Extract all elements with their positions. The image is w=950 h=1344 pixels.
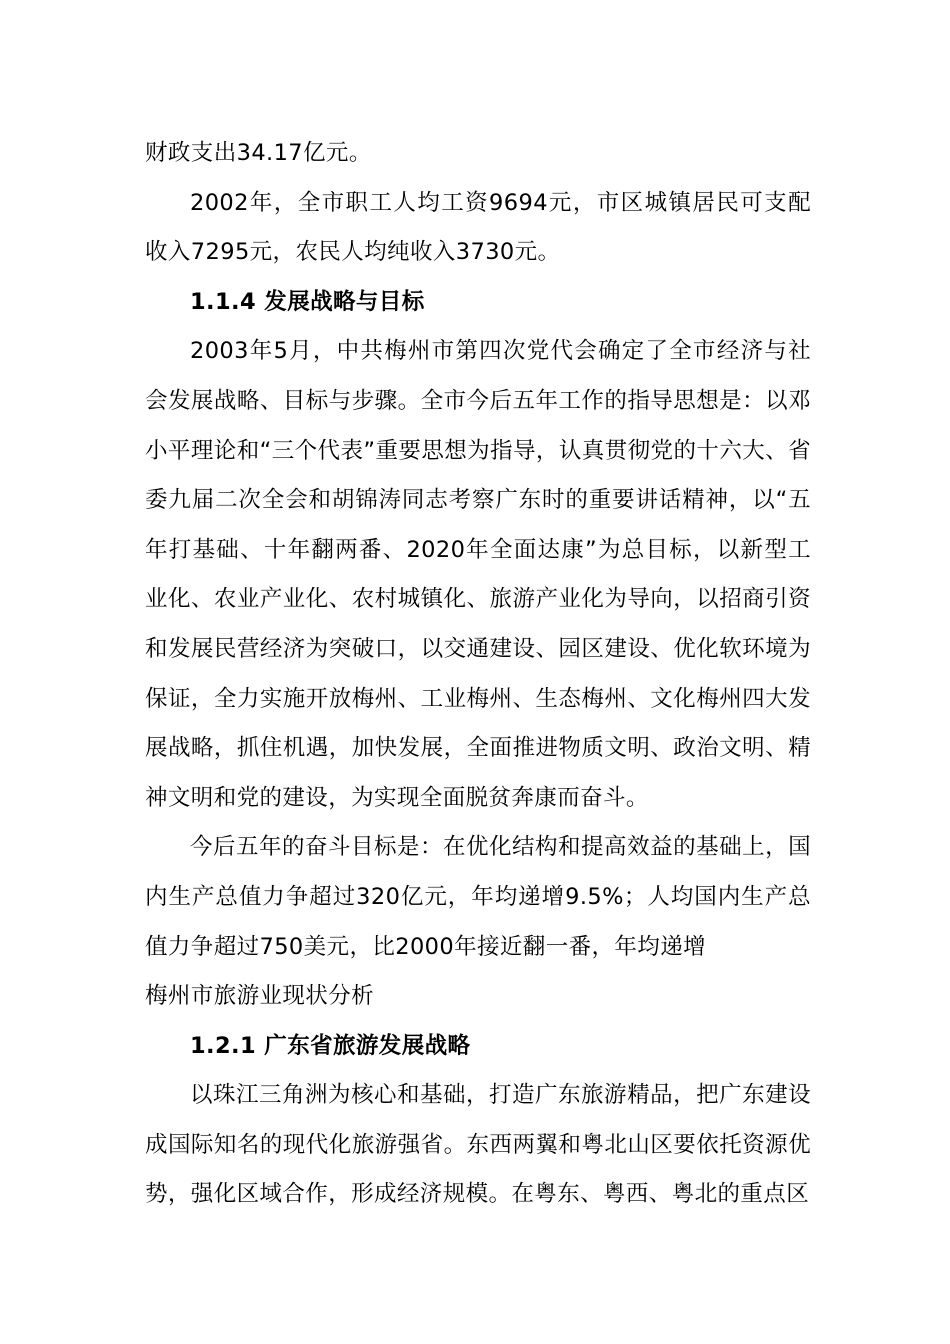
paragraph-development-strategy: 2003年5月，中共梅州市第四次党代会确定了全市经济与社会发展战略、目标与步骤。全市今后五年工作的指导思想是：以邓小平理论和“三个代表”重要思想为指导，认真贯彻党的十六大、省委九届二次全会和胡锦涛同志考察广东时的重要讲话精神，以“五年打基础、十年翻两番、2020年全面达康”为总目标，以新型工业化、农业产业化、农村城镇化、旅游产业化为导向，以招商引资和发展民营经济为突破口，以交通建设、园区建设、优化软环境为保证，全力实施开放梅州、工业梅州、生态梅州、文化梅州四大发展战略，抓住机遇，加快发展，全面推进物质文明、政治文明、精神文明和党的建设，为实现全面脱贫奔康而奋斗。 <box>145 338 811 811</box>
document-body <box>145 129 811 1220</box>
section-heading-1-1-4: 1.1.4 发展战略与目标 <box>190 288 425 315</box>
paragraph-five-year-goals: 今后五年的奋斗目标是：在优化结构和提高效益的基础上，国内生产总值力争超过320亿元，年均递增9.5%；人均国内生产总值力争超过750美元，比2000年接近翻一番，年均递增 <box>145 834 811 960</box>
paragraph-income-2002: 2002年，全市职工人均工资9694元，市区城镇居民可支配收入7295元，农民人均纯收入3730元。 <box>145 189 811 266</box>
section-heading-1-2-1: 1.2.1 广东省旅游发展战略 <box>190 1032 471 1059</box>
paragraph-guangdong-tourism: 以珠江三角洲为核心和基础，打造广东旅游精品，把广东建设成国际知名的现代化旅游强省。东西两翼和粤北山区要依托资源优势，强化区域合作，形成经济规模。在粤东、粤西、粤北的重点区 <box>145 1082 811 1208</box>
paragraph-fiscal-expenditure: 财政支出34.17亿元。 <box>145 140 372 166</box>
section-title-tourism-analysis: 梅州市旅游业现状分析 <box>145 983 375 1010</box>
